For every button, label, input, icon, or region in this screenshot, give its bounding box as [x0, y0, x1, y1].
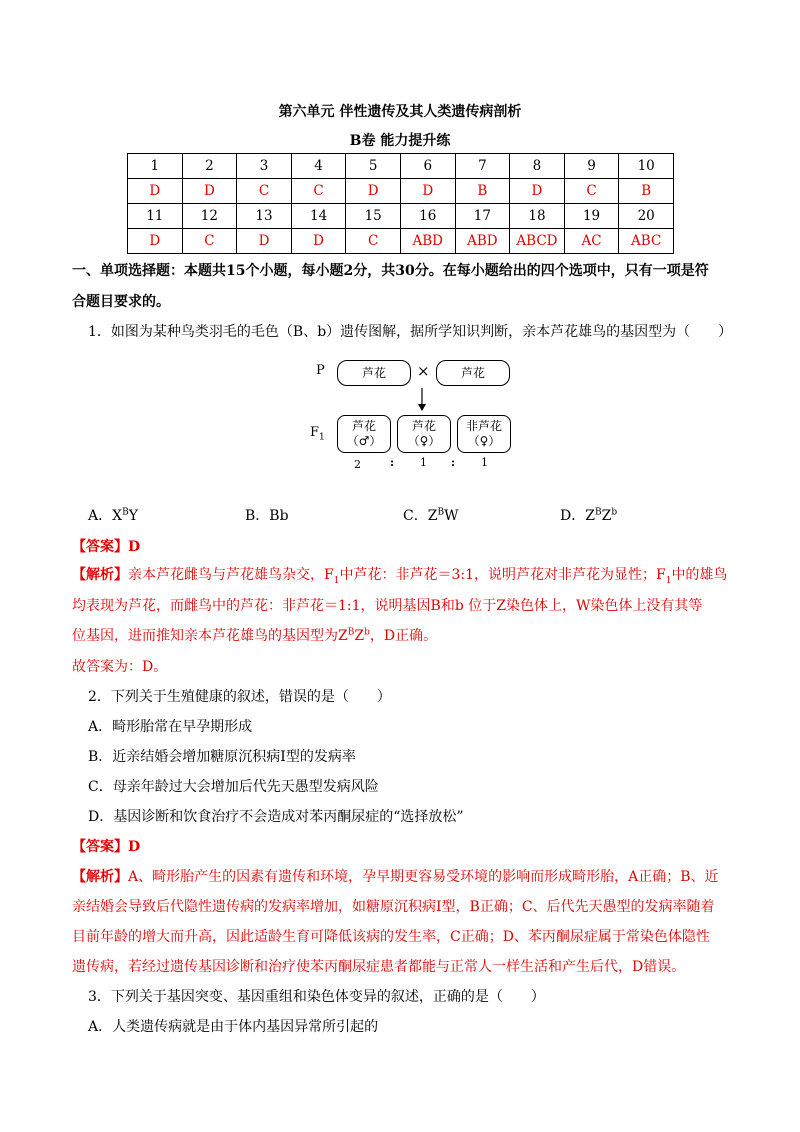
- table-cell: 6: [400, 154, 455, 179]
- table-cell: 9: [564, 154, 619, 179]
- table-cell: 14: [291, 204, 346, 229]
- child3-box: [457, 415, 511, 453]
- inheritance-diagram: [300, 355, 530, 475]
- table-cell: 11: [128, 204, 183, 229]
- answer-cell: ABD: [455, 229, 510, 254]
- answer-cell: C: [291, 179, 346, 204]
- table-cell: 4: [291, 154, 346, 179]
- section-heading-line1: 一、单项选择题：本题共15个小题，每小题2分，共30分。在每小题给出的四个选项中，只有一项是符: [72, 263, 709, 279]
- answer-cell: D: [510, 179, 565, 204]
- ratio-3: 1: [481, 456, 488, 469]
- answer-cell: D: [182, 179, 237, 204]
- table-cell: 7: [455, 154, 510, 179]
- page-subtitle: B卷 能力提升练: [349, 133, 451, 149]
- answer-cell: D: [346, 179, 401, 204]
- child2-sex: （♀）: [407, 434, 441, 448]
- table-cell: 18: [510, 204, 565, 229]
- parent2-box: [436, 360, 510, 386]
- table-cell: 1: [128, 154, 183, 179]
- answer-cell: D: [291, 229, 346, 254]
- table-cell: 16: [400, 204, 455, 229]
- table-cell: 13: [237, 204, 292, 229]
- answer-cell: ABD: [400, 229, 455, 254]
- q1-answer: 【答案】D: [72, 539, 141, 555]
- ratio-2: 1: [420, 456, 427, 469]
- answer-cell: B: [455, 179, 510, 204]
- answer-cell: ABC: [619, 229, 674, 254]
- q2-option-c[interactable]: C．母亲年龄过大会增加后代先天愚型发病风险: [88, 779, 379, 795]
- section-heading-line2: 合题目要求的。: [72, 294, 170, 310]
- table-row: [128, 229, 674, 254]
- q1-stem: 1．如图为某种鸟类羽毛的毛色（B、b）遗传图解，据所学知识判断，亲本芦花雄鸟的基因型为（ ）: [88, 324, 733, 340]
- answer-table: [127, 153, 674, 254]
- table-row: [128, 204, 674, 229]
- table-cell: 5: [346, 154, 401, 179]
- answer-cell: D: [237, 229, 292, 254]
- answer-cell: B: [619, 179, 674, 204]
- q3-stem: 3．下列关于基因突变、基因重组和染色体变异的叙述，正确的是（ ）: [88, 989, 545, 1005]
- cross-symbol: ×: [417, 362, 430, 380]
- answer-cell: D: [128, 229, 183, 254]
- answer-cell: D: [128, 179, 183, 204]
- table-cell: 17: [455, 204, 510, 229]
- q2-analysis-line3: 目前年龄的增大而升高，因此适龄生育可降低该病的发生率，C正确；D、苯丙酮尿症属于常染色体隐性: [72, 929, 710, 945]
- page-title: 第六单元 伴性遗传及其人类遗传病剖析: [278, 104, 522, 120]
- table-cell: 8: [510, 154, 565, 179]
- child1-phenotype: 芦花: [351, 419, 376, 433]
- table-cell: 19: [564, 204, 619, 229]
- ratio-colon-2: :: [451, 456, 456, 469]
- answer-cell: C: [564, 179, 619, 204]
- child3-sex: （♀）: [467, 434, 501, 448]
- q2-analysis-line4: 遗传病，若经过遗传基因诊断和治疗使苯丙酮尿症患者都能与正常人一样生活和产生后代，D错误。: [72, 959, 686, 975]
- table-cell: 2: [182, 154, 237, 179]
- p-label: P: [316, 363, 325, 378]
- parent1-label: 芦花: [361, 366, 386, 380]
- answer-cell: AC: [564, 229, 619, 254]
- answer-cell: C: [182, 229, 237, 254]
- q2-analysis-line1: 【解析】A、畸形胎产生的因素有遗传和环境，孕早期更容易受环境的影响而形成畸形胎，A正确；B、近: [72, 869, 719, 885]
- q2-analysis-line2: 亲结婚会导致后代隐性遗传病的发病率增加，如糖原沉积病Ⅰ型，B正确；C、后代先天愚型的发病率随着: [72, 899, 715, 915]
- q1-conclusion: 故答案为：D。: [72, 659, 168, 675]
- answer-cell: ABCD: [510, 229, 565, 254]
- child2-phenotype: 芦花: [411, 419, 436, 433]
- q2-option-b[interactable]: B．近亲结婚会增加糖原沉积病Ⅰ型的发病率: [88, 749, 356, 765]
- table-cell: 12: [182, 204, 237, 229]
- q1-option-b[interactable]: B．Bb: [245, 508, 289, 524]
- ratio-1: 2: [354, 458, 361, 471]
- ratio-colon-1: :: [390, 456, 395, 469]
- q1-option-d[interactable]: D．$Z^BZ^b$: [560, 507, 618, 524]
- table-cell: 20: [619, 204, 674, 229]
- table-cell: 10: [619, 154, 674, 179]
- q1-option-c[interactable]: C．$Z^BW$: [403, 507, 459, 524]
- q1-option-a[interactable]: A．$X^BY$: [88, 507, 138, 524]
- parent1-box: [337, 360, 411, 386]
- q2-option-d[interactable]: D．基因诊断和饮食治疗不会造成对苯丙酮尿症的“选择放松”: [88, 809, 464, 825]
- q1-analysis-line1: 【解析】亲本芦花雌鸟与芦花雄鸟杂交，$F_1$中芦花：非芦花＝3:1，说明芦花对非芦花为显性；$F_1$中的雄鸟: [72, 567, 728, 586]
- table-cell: 3: [237, 154, 292, 179]
- q1-analysis-line3: 位基因，进而推知亲本芦花雄鸟的基因型为$Z^BZ^b$，D正确。: [72, 627, 438, 644]
- child3-phenotype: 非芦花: [465, 419, 502, 433]
- child1-box: [337, 415, 391, 453]
- down-arrow-icon: [417, 388, 427, 412]
- child2-box: [397, 415, 451, 453]
- q2-answer: 【答案】D: [72, 839, 141, 855]
- child1-sex: （♂）: [346, 434, 382, 448]
- table-cell: 15: [346, 204, 401, 229]
- q3-option-a[interactable]: A．人类遗传病就是由于体内基因异常所引起的: [88, 1019, 379, 1035]
- answer-cell: D: [400, 179, 455, 204]
- q2-stem: 2．下列关于生殖健康的叙述，错误的是（ ）: [88, 689, 391, 705]
- q2-option-a[interactable]: A．畸形胎常在早孕期形成: [88, 719, 253, 735]
- answer-cell: C: [237, 179, 292, 204]
- q1-analysis-line2: 均表现为芦花，而雌鸟中的芦花：非芦花＝1:1，说明基因B和b 位于Z染色体上，W染色体上没有其等: [72, 598, 703, 614]
- answer-cell: C: [346, 229, 401, 254]
- table-row: [128, 179, 674, 204]
- table-row: [128, 154, 674, 179]
- f1-label: $F_1$: [310, 425, 325, 443]
- parent2-label: 芦花: [460, 366, 485, 380]
